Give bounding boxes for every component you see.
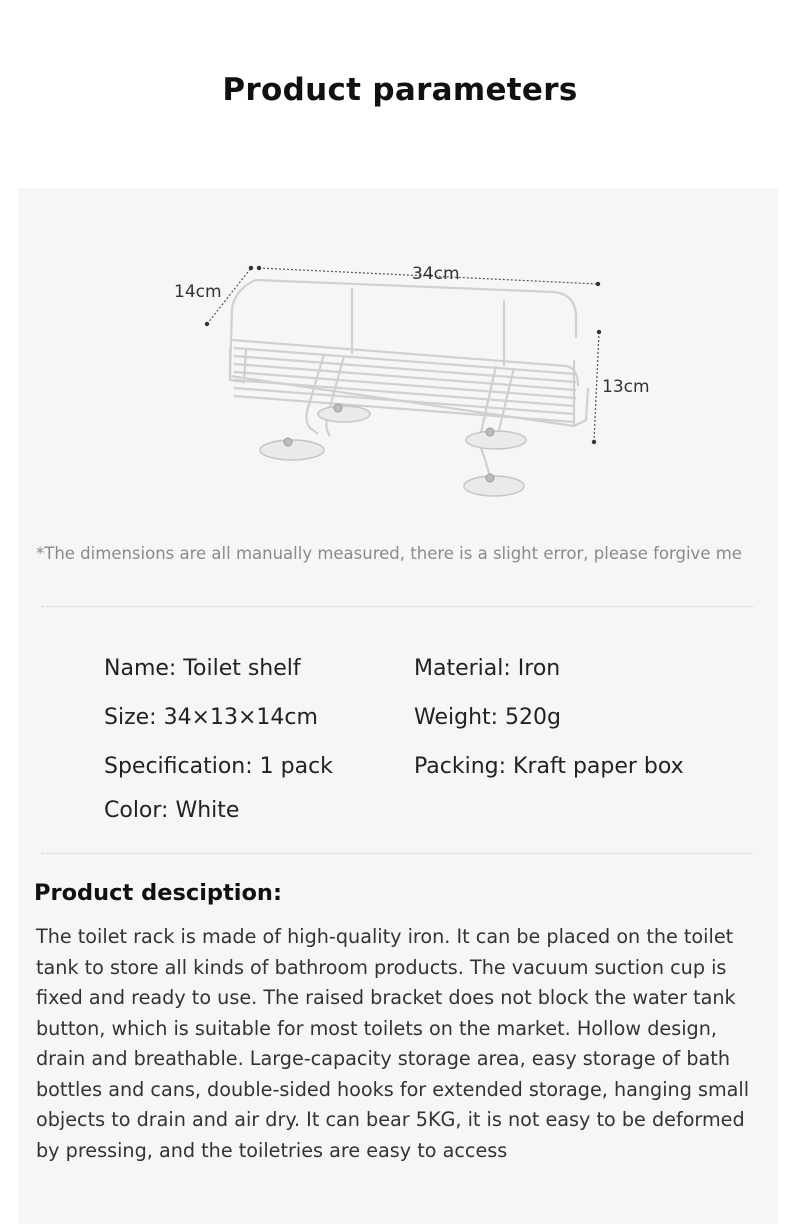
description-title: Product desciption: (34, 880, 282, 906)
spec-size: Size: 34×13×14cm (104, 705, 318, 730)
depth-label: 14cm (174, 282, 222, 302)
spec-specification: Specification: 1 pack (104, 754, 333, 779)
divider (42, 606, 754, 607)
spec-material: Material: Iron (414, 656, 561, 681)
height-label: 13cm (602, 377, 650, 397)
description-body: The toilet rack is made of high-quality iron. It can be placed on the toilet tank to store all kinds of bathroom products. The vacuum suction cup is fixed and ready to use. The raised bracket does not block the water tank button, which is suitable for most toilets on the market. Hollow design, drain and breathable. Large-capacity storage area, easy storage of bath bottles and cans, double-sided hooks for extended storage, hanging small objects to drain and air dry. It can bear 5KG, it is not easy to be deformed by pressing, and the toiletries are easy to access (36, 925, 750, 1162)
suction-cups (260, 406, 526, 496)
shelf-diagram (18, 188, 778, 528)
width-label: 34cm (412, 264, 460, 284)
divider (42, 853, 754, 854)
measurement-note: *The dimensions are all manually measured, there is a slight error, please forgive me (36, 544, 742, 563)
spec-packing: Packing: Kraft paper box (414, 754, 684, 779)
page-title: Product parameters (222, 72, 578, 108)
spec-name: Name: Toilet shelf (104, 656, 301, 681)
spec-color: Color: White (104, 798, 240, 823)
content-panel (18, 188, 778, 1224)
spec-weight: Weight: 520g (414, 705, 562, 730)
